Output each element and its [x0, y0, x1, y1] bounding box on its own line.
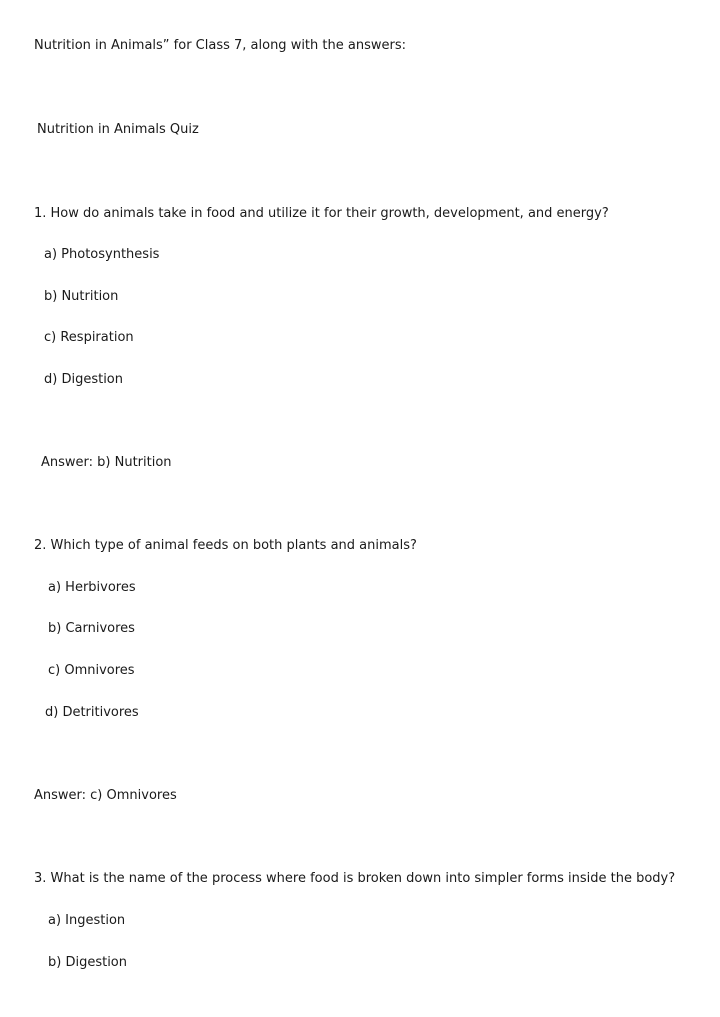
q3-option-a: a) Ingestion: [48, 913, 126, 928]
q1-option-a: a) Photosynthesis: [44, 247, 160, 262]
q2-answer: Answer: c) Omnivores: [34, 788, 177, 803]
q2-option-c: c) Omnivores: [48, 663, 135, 678]
question-2: 2. Which type of animal feeds on both plants and animals?: [34, 538, 417, 553]
q1-answer: Answer: b) Nutrition: [41, 455, 172, 470]
question-1: 1. How do animals take in food and utilize it for their growth, development, and energy?: [34, 206, 609, 221]
quiz-title: Nutrition in Animals Quiz: [37, 122, 199, 137]
q1-option-d: d) Digestion: [44, 372, 124, 387]
q2-option-a: a) Herbivores: [48, 580, 136, 595]
q1-option-b: b) Nutrition: [44, 289, 119, 304]
question-3: 3. What is the name of the process where food is broken down into simpler forms inside the body?: [34, 871, 676, 886]
q1-option-c: c) Respiration: [44, 330, 134, 345]
q2-option-d: d) Detritivores: [45, 705, 139, 720]
intro-line: Nutrition in Animals” for Class 7, along with the answers:: [34, 38, 406, 53]
q2-option-b: b) Carnivores: [48, 621, 135, 636]
q3-option-b: b) Digestion: [48, 955, 128, 970]
